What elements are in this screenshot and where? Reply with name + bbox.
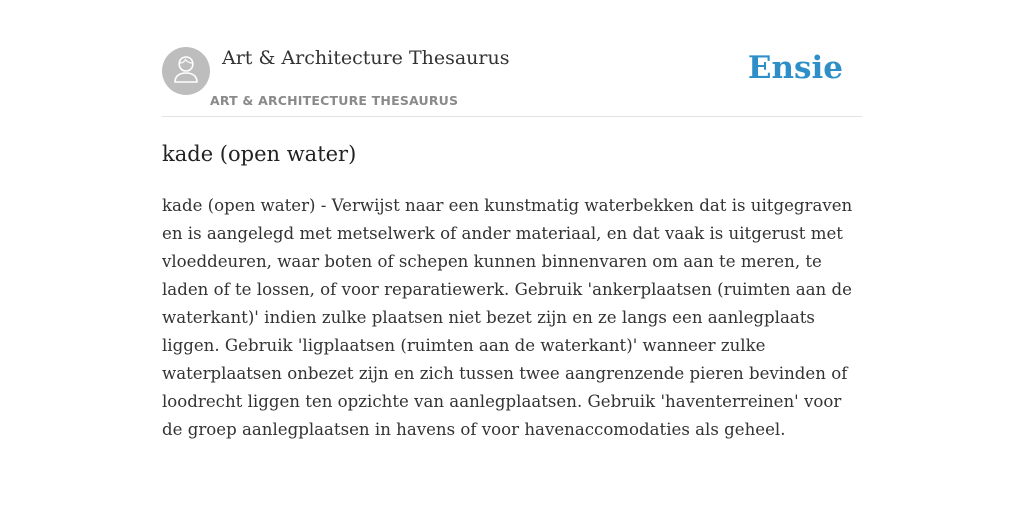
source-name-link[interactable]: Art & Architecture Thesaurus (222, 47, 510, 69)
source-avatar[interactable] (162, 47, 210, 95)
term-title: kade (open water) (162, 142, 357, 166)
ensie-logo[interactable]: Ensie (747, 50, 843, 86)
source-header (162, 46, 862, 117)
source-caption: ART & ARCHITECTURE THESAURUS (210, 93, 459, 108)
user-icon (172, 54, 200, 89)
term-definition: kade (open water) - Verwijst naar een kunstmatig waterbekken dat is uitgegraven en is aangelegd met metselwerk of ander materiaal, en dat vaak is uitgerust met vloeddeuren, waar boten of schepen kunnen binnenvaren om aan te meren, te laden of te lossen, of voor reparatiewerk. Gebruik 'ankerplaatsen (ruimten aan de waterkant)' indien zulke plaatsen niet bezet zijn en ze langs een aanlegplaats liggen. Gebruik 'ligplaatsen (ruimten aan de waterkant)' wanneer zulke waterplaatsen onbezet zijn en zich tussen twee aangrenzende pieren bevinden of loodrecht liggen ten opzichte van aanlegplaatsen. Gebruik 'haventerreinen' voor de groep aanlegplaatsen in havens of voor havenaccomodaties als geheel. (162, 196, 853, 439)
